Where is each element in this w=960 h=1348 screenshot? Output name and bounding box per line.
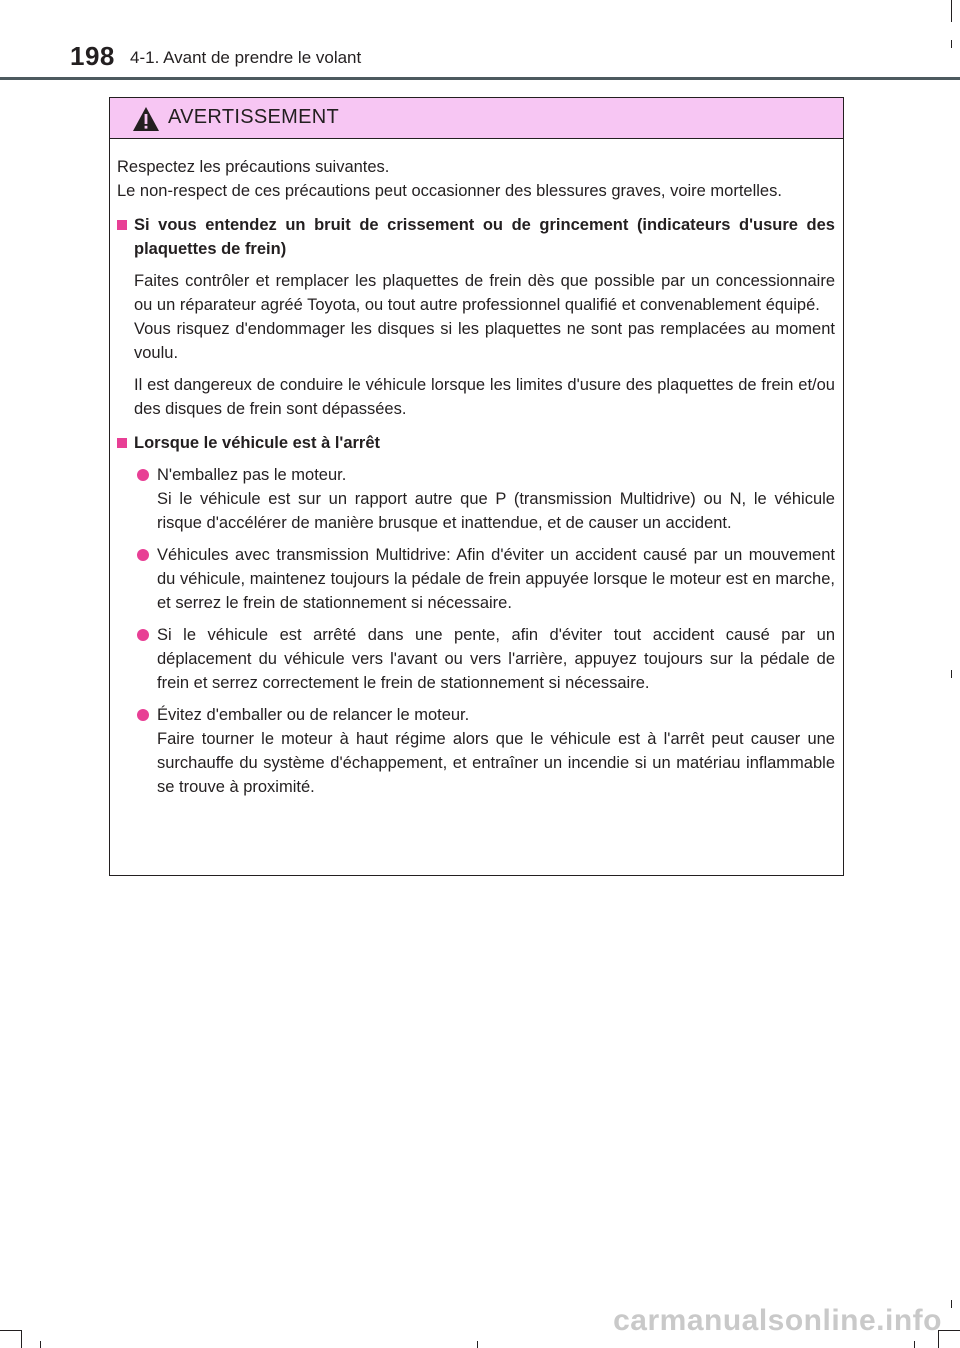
intro-line: Respectez les précautions suivantes. [117,158,390,176]
section-content [134,269,835,421]
watermark: carmanualsonline.info [613,1304,942,1337]
circle-bullet-icon [137,629,149,641]
crop-mark [951,0,952,22]
list-item [134,543,835,615]
header-rule [0,77,960,80]
crop-mark [0,1330,22,1331]
list-item-text: N'emballez pas le moteur. [157,466,347,484]
square-bullet-icon [117,220,127,230]
crop-mark [951,1300,952,1308]
circle-bullet-icon [137,469,149,481]
crop-mark [477,1341,478,1348]
warning-box [109,97,844,876]
intro-line: Le non-respect de ces précautions peut occasionner des blessures graves, voire mortelles. [117,182,782,200]
crop-mark [40,1341,41,1348]
section-heading [117,431,835,455]
list-item-text: Si le véhicule est arrêté dans une pente, afin d'éviter tout accident causé par un déplacement du véhicule vers l'avant ou vers l'arrière, appuyez toujours sur la pédale de frein et serrez correctement le frein de stationnement si nécessaire. [157,626,835,692]
circle-bullet-icon [137,709,149,721]
crop-mark [951,670,952,678]
section-heading [117,213,835,261]
paragraph: Faites contrôler et remplacer les plaquettes de frein dès que possible par un concessionnaire ou un réparateur agréé Toyota, ou tout autre professionnel qualifié et convenablement équipé. [134,272,835,314]
list-item-text: Véhicules avec transmission Multidrive: Afin d'éviter un accident causé par un mouvement du véhicule, maintenez toujours la pédale de frein appuyée lorsque le moteur est en marche, et serrez le frein de stationnement si nécessaire. [157,546,835,612]
list-item-text: Si le véhicule est sur un rapport autre que P (transmission Multidrive) ou N, le véhicule risque d'accélérer de manière brusque et inattendue, et de causer un accident. [157,490,835,532]
warning-triangle-icon [132,106,160,132]
circle-bullet-icon [137,549,149,561]
crop-mark [951,40,952,48]
crop-mark [21,1330,22,1348]
warning-header [110,98,843,139]
section-title: 4-1. Avant de prendre le volant [130,48,362,67]
section-heading-text: Si vous entendez un bruit de crissement ou de grincement (indicateurs d'usure des plaquettes de frein) [134,216,835,258]
crop-mark [914,1341,915,1348]
list-item [134,703,835,799]
paragraph: Vous risquez d'endommager les disques si les plaquettes ne sont pas remplacées au moment voulu. [134,320,835,362]
square-bullet-icon [117,438,127,448]
warning-body [110,139,843,799]
paragraph: Il est dangereux de conduire le véhicule lorsque les limites d'usure des plaquettes de frein et/ou des disques de frein sont dépassées. [134,376,835,418]
list-item [134,463,835,535]
list-item-text: Faire tourner le moteur à haut régime alors que le véhicule est à l'arrêt peut causer une surchauffe du système d'échappement, et entraîner un incendie si un matériau inflammable se trouve à proximité. [157,730,835,796]
list-item [134,623,835,695]
section-heading-text: Lorsque le véhicule est à l'arrêt [134,434,381,452]
list-item-text: Évitez d'emballer ou de relancer le moteur. [157,706,470,724]
warning-title: AVERTISSEMENT [168,106,339,128]
page-number: 198 [70,41,115,71]
